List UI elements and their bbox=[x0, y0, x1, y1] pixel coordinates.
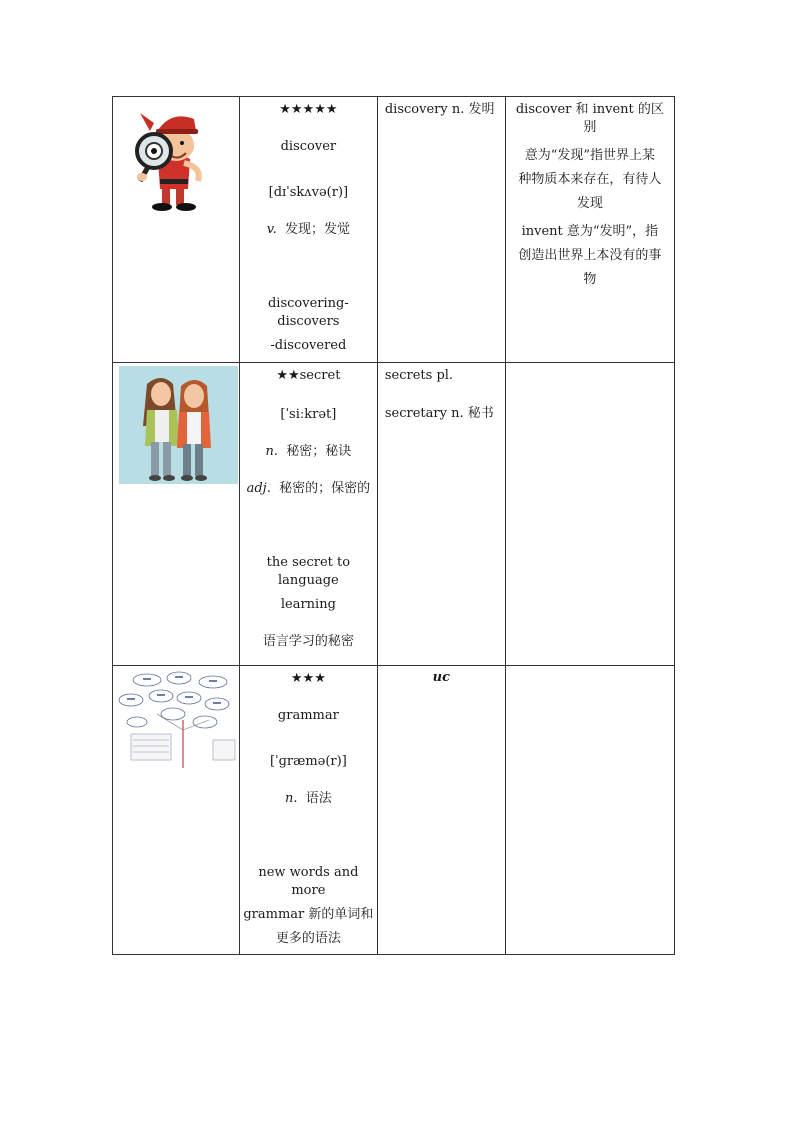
notes-cell bbox=[505, 666, 674, 955]
word-forms: discovering-discovers bbox=[267, 296, 349, 329]
note-line: invent 意为“发明”，指 bbox=[521, 224, 659, 239]
phrase-translation: 语言学习的秘密 bbox=[262, 634, 354, 649]
phrase-cont: learning bbox=[280, 597, 336, 612]
star-rating: ★★ bbox=[276, 368, 300, 383]
word-cell bbox=[239, 666, 377, 955]
phrase-cont: 更多的语法 bbox=[275, 931, 341, 946]
part-of-speech: adj. bbox=[246, 481, 271, 496]
definition bbox=[240, 480, 377, 498]
derivative-item: secretary n. 秘书 bbox=[384, 406, 494, 421]
word-cell bbox=[239, 97, 377, 363]
meaning: 秘密；秘诀 bbox=[286, 444, 352, 459]
table-row bbox=[113, 363, 675, 666]
headword-line bbox=[240, 367, 377, 385]
table-row bbox=[113, 97, 675, 363]
phrase-cont: grammar 新的单词和 bbox=[243, 907, 374, 922]
word-cell bbox=[239, 363, 377, 666]
grammar-tree-image bbox=[117, 670, 237, 770]
phonetic: [ˈsiːkrət] bbox=[280, 407, 337, 422]
vocabulary-table bbox=[112, 96, 675, 955]
image-cell bbox=[113, 363, 240, 666]
word-forms-cont: -discovered bbox=[270, 338, 347, 353]
note-line: 种物质本来存在，有待人 bbox=[518, 172, 662, 187]
headword: grammar bbox=[277, 708, 339, 723]
notes-cell bbox=[505, 97, 674, 363]
uncountable-label: uc bbox=[432, 670, 450, 685]
headword: discover bbox=[280, 139, 337, 154]
note-line: 发现 bbox=[576, 196, 603, 211]
phrase: new words and more bbox=[258, 865, 359, 898]
star-rating: ★★★ bbox=[290, 671, 326, 686]
phonetic: [dɪˈskʌvə(r)] bbox=[268, 185, 349, 200]
meaning: 秘密的；保密的 bbox=[279, 481, 371, 496]
headword: secret bbox=[299, 368, 341, 383]
part-of-speech: v. bbox=[266, 222, 277, 237]
meaning: 语法 bbox=[305, 791, 332, 806]
phrase: the secret to language bbox=[266, 555, 351, 588]
note-title: discover 和 invent 的区别 bbox=[515, 102, 664, 135]
derivatives-cell bbox=[377, 97, 505, 363]
derivatives-cell bbox=[377, 666, 505, 955]
table-row bbox=[113, 666, 675, 955]
note-line: 创造出世界上本没有的事 bbox=[518, 248, 662, 263]
definition bbox=[240, 221, 377, 239]
phonetic: [ˈɡræmə(r)] bbox=[269, 754, 347, 769]
meaning: 发现；发觉 bbox=[284, 222, 350, 237]
star-rating: ★★★★★ bbox=[279, 102, 338, 117]
part-of-speech: n. bbox=[284, 791, 298, 806]
image-cell bbox=[113, 97, 240, 363]
derivatives-cell bbox=[377, 363, 505, 666]
note-line: 物 bbox=[583, 272, 597, 287]
detective-cartoon-image bbox=[114, 101, 238, 221]
definition bbox=[240, 790, 377, 808]
note-line: 意为“发现”指世界上某 bbox=[524, 148, 656, 163]
derivative-item: discovery n. 发明 bbox=[384, 102, 495, 117]
part-of-speech: n. bbox=[265, 444, 278, 459]
image-cell bbox=[113, 666, 240, 955]
notes-cell bbox=[505, 363, 674, 666]
definition bbox=[240, 443, 377, 461]
derivative-item: secrets pl. bbox=[384, 368, 454, 383]
two-girls-image bbox=[119, 366, 238, 484]
